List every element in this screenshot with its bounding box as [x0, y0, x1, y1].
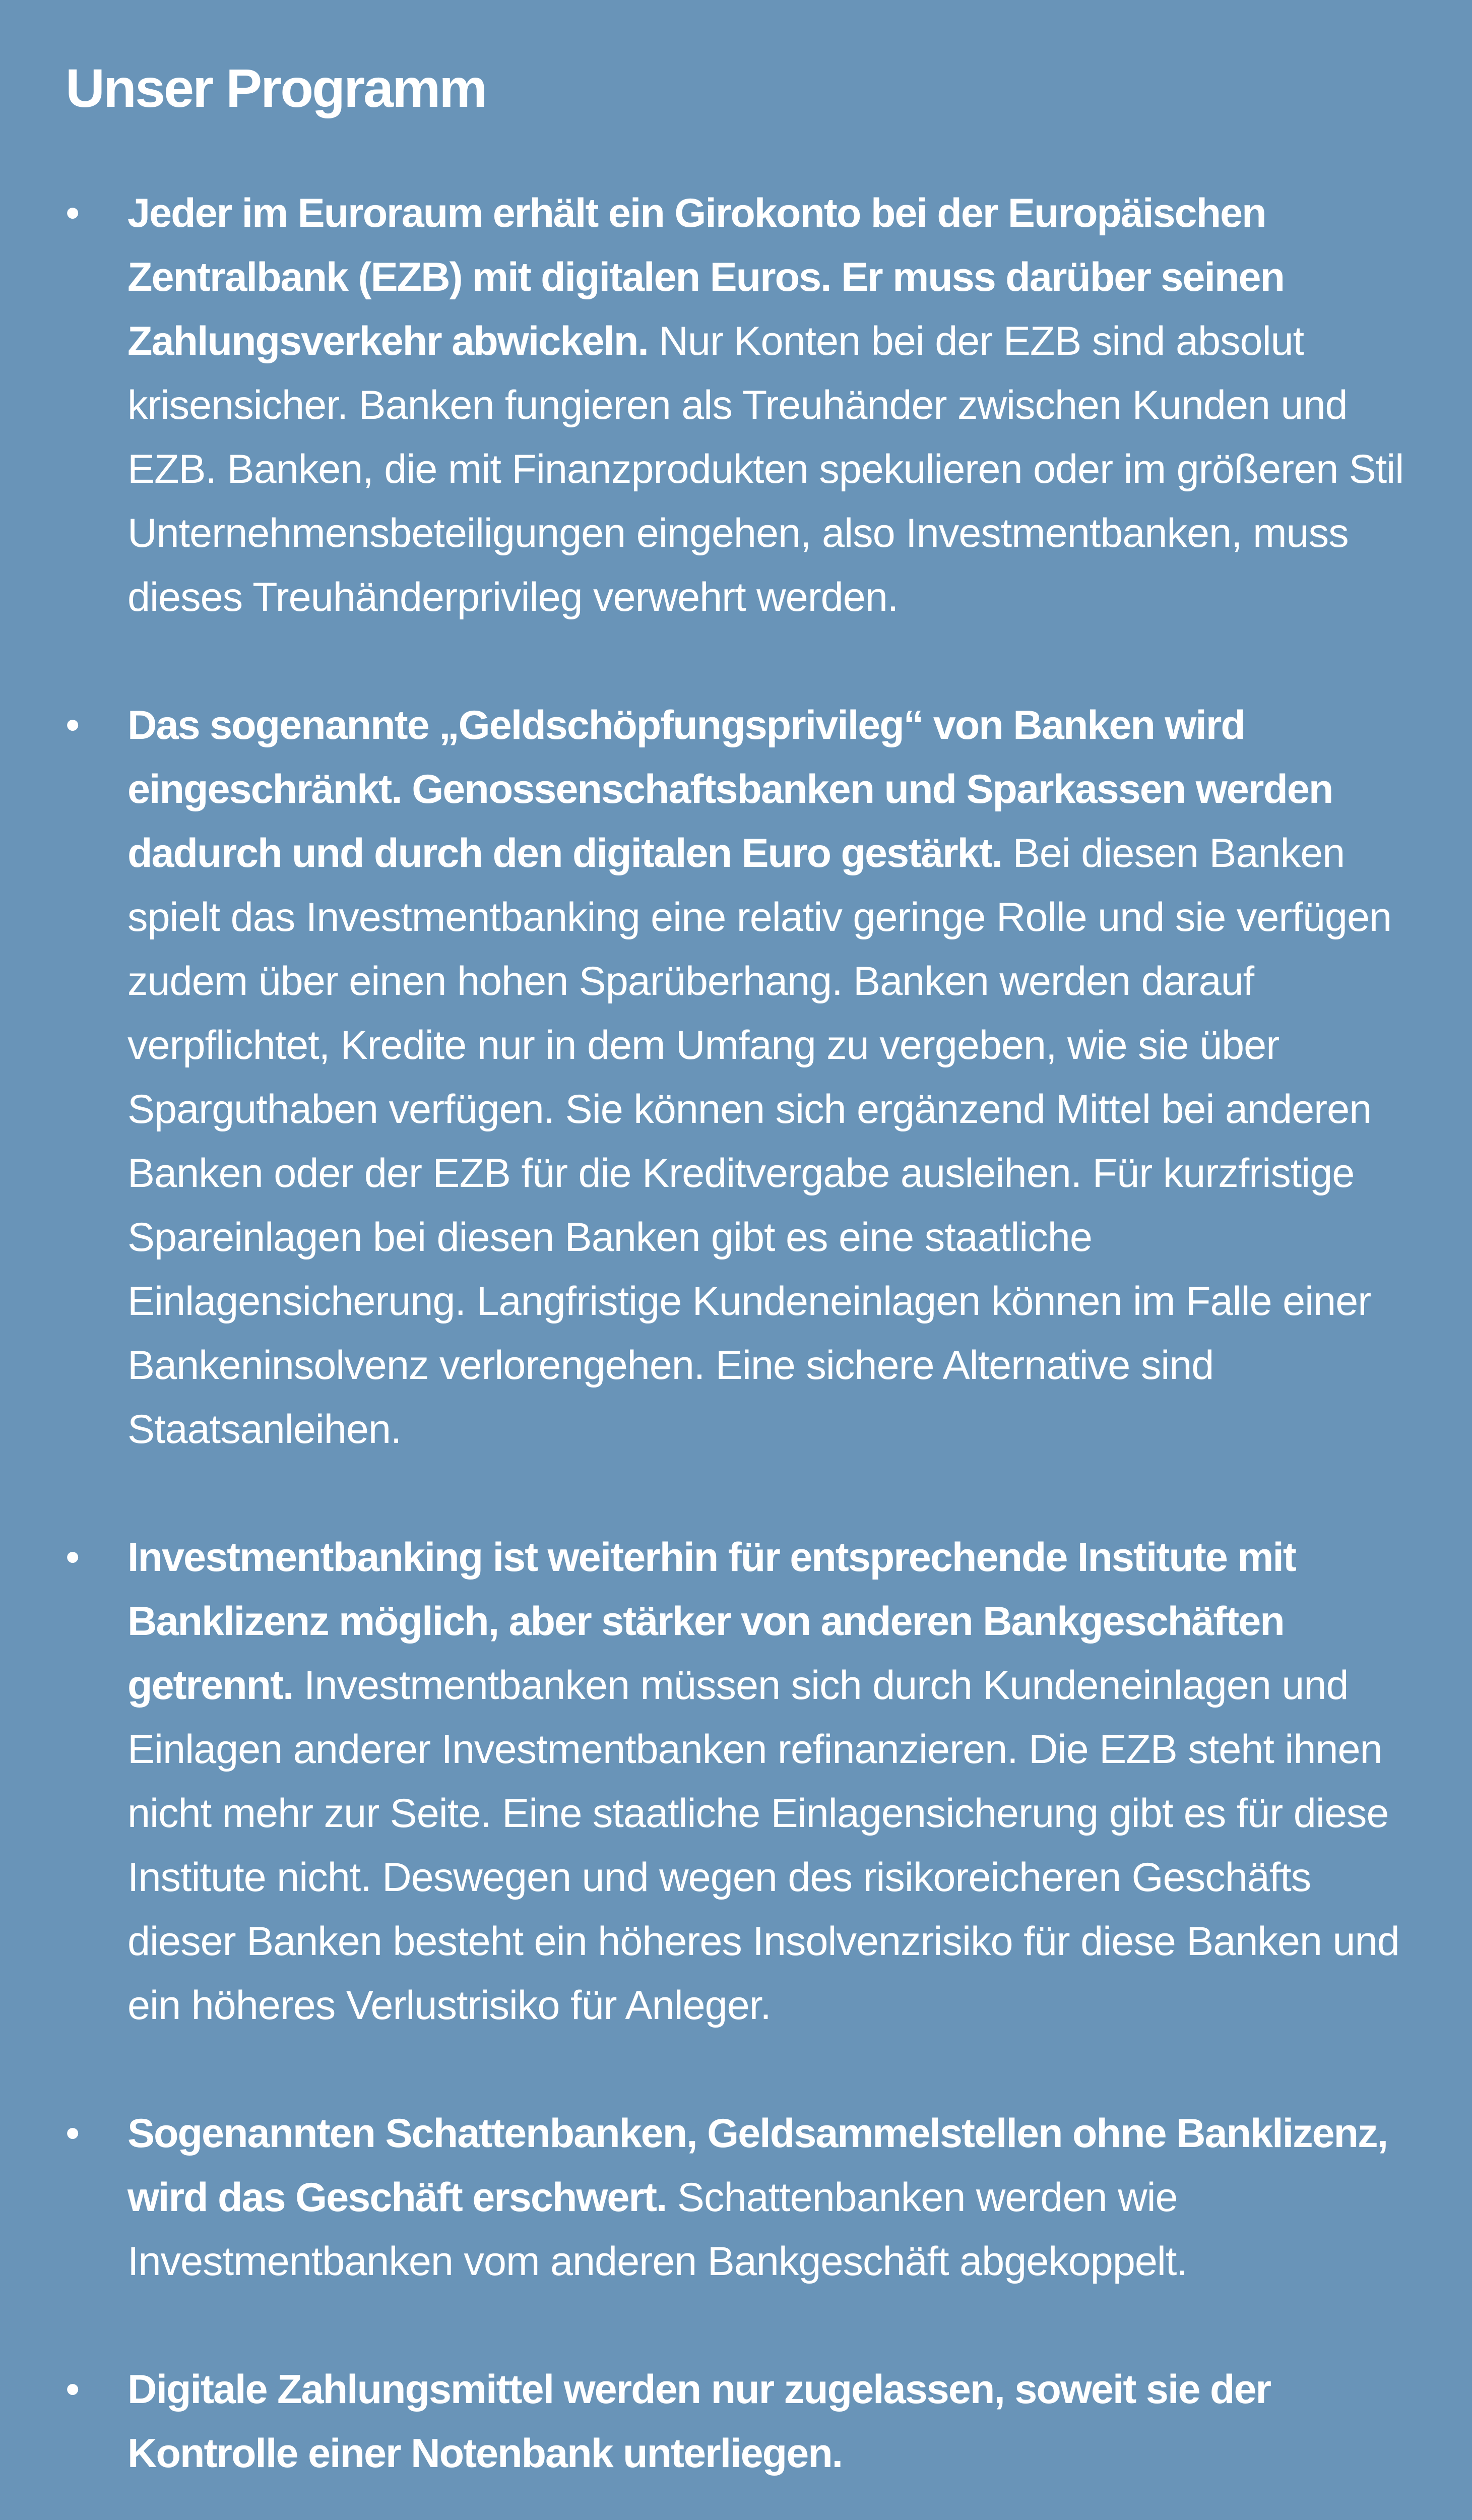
page-title: Unser Programm	[66, 57, 486, 118]
item-body-text: Bei diesen Banken spielt das Investmentbanking eine relativ geringe Rolle und sie verfügen zudem über einen hohen Sparüberhang. Banken werden darauf verpflichtet, Kredite nur in dem Umfang zu vergeben, wie sie über Sparguthaben verfügen. Sie können sich ergänzend Mittel bei anderen Banken oder der EZB für die Kreditvergabe ausleihen. Für kurzfristige Spareinlagen bei diesen Banken gibt es eine staatliche Einlagensicherung. Langfristige Kundeneinlagen können im Falle einer Bankeninsolvenz verlorengehen. Eine sichere Alternative sind Staatsanleihen.	[127, 830, 1392, 1452]
list-item	[66, 694, 1416, 1462]
item-body-text: Investmentbanken müssen sich durch Kundeneinlagen und Einlagen anderer Investmentbanken refinanzieren. Die EZB steht ihnen nicht mehr zur Seite. Eine staatliche Einlagensicherung gibt es für diese Institute nicht. Deswegen und wegen des risikoreicheren Geschäfts dieser Banken besteht ein höheres Insolvenzrisiko für diese Banken und ein höheres Verlustrisiko für Anleger.	[127, 1662, 1399, 2028]
bullet-icon: •	[66, 190, 80, 236]
list-item	[66, 2358, 1416, 2486]
list-item	[66, 1526, 1416, 2038]
list-item	[66, 181, 1416, 629]
item-bold-text: Jeder im Euroraum erhält ein Girokonto bei der Europäischen Zentralbank (EZB) mit digitalen Euros. Er muss darüber seinen Zahlungsverkehr abwickeln.	[127, 190, 1284, 364]
item-body-text: Schattenbanken werden wie Investmentbanken vom anderen Bankgeschäft abgekoppelt.	[127, 2174, 1187, 2284]
program-list	[66, 181, 1416, 2486]
bullet-icon: •	[66, 2110, 80, 2156]
item-bold-text: Digitale Zahlungsmittel werden nur zugelassen, soweit sie der Kontrolle einer Notenbank unterliegen.	[127, 2366, 1271, 2476]
bullet-icon: •	[66, 1534, 80, 1580]
item-bold-text: Das sogenannte „Geldschöpfungsprivileg“ von Banken wird eingeschränkt. Genossenschaftsbanken und Sparkassen werden dadurch und durch den digitalen Euro gestärkt.	[127, 702, 1333, 876]
program-box	[66, 55, 1416, 2520]
item-body-text: Nur Konten bei der EZB sind absolut krisensicher. Banken fungieren als Treuhänder zwischen Kunden und EZB. Banken, die mit Finanzprodukten spekulieren oder im größeren Stil Unternehmensbeteiligungen eingehen, also Investmentbanken, muss dieses Treuhänderprivileg verwehrt werden.	[127, 318, 1404, 620]
item-bold-text: Investmentbanking ist weiterhin für entsprechende Institute mit Banklizenz möglich, aber stärker von anderen Bankgeschäften getrennt.	[127, 1534, 1296, 1708]
list-item	[66, 2102, 1416, 2294]
item-bold-text: Sogenannten Schattenbanken, Geldsammelstellen ohne Banklizenz, wird das Geschäft erschwert.	[127, 2110, 1388, 2220]
bullet-icon: •	[66, 2366, 80, 2412]
bullet-icon: •	[66, 702, 80, 748]
